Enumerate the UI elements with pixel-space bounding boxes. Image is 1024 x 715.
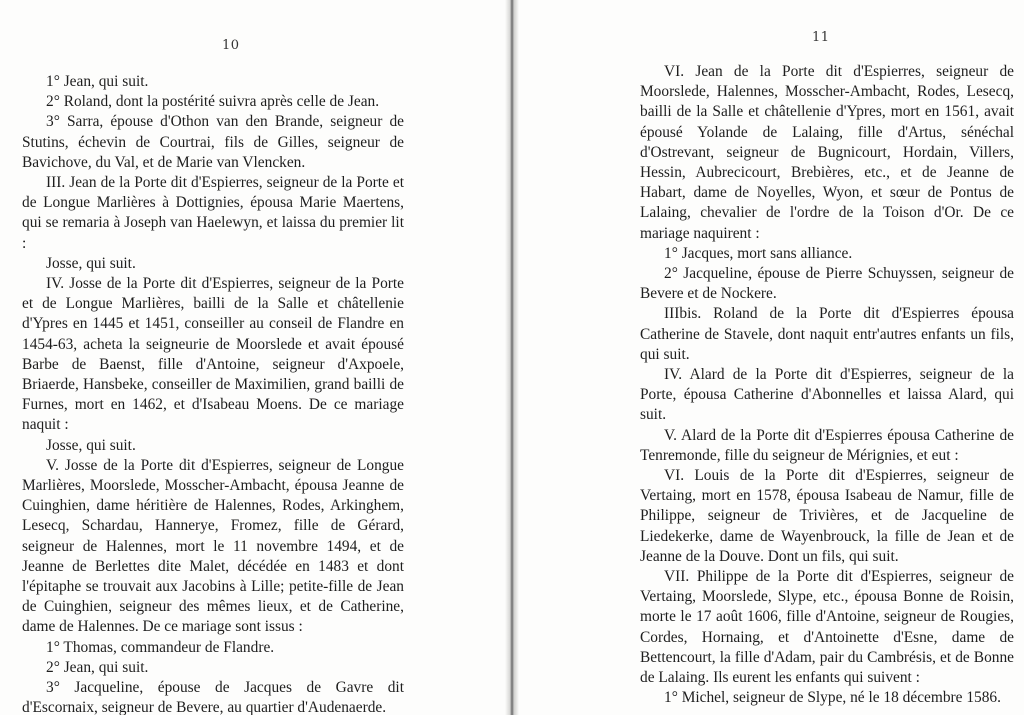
text-line: IV. Josse de la Porte dit d'Espierres, seigneur de la Porte et de Longue Marlières, bailli de la Salle et châtellenie d'Ypres en 1445 et 1451, conseiller au conseil de Flandre en 1454-63, acheta la seigneurie de Moorslede et avait épousé Barbe de Baenst, fille d'Antoine, seigneur d'Axpoele, Briaerde, Hansbeke, conseiller de Maximilien, grand bailli de Furnes, mort en 1462, et d'Isabeau Moens. De ce mariage naquit : (22, 275, 404, 434)
left-page-text (22, 72, 404, 715)
text-line: IIIbis. Roland de la Porte dit d'Espierres épousa Catherine de Stavele, dont naquit entr'autres enfants un fils, qui suit. (640, 305, 1014, 363)
right-page (512, 0, 1024, 715)
text-line: VI. Jean de la Porte dit d'Espierres, seigneur de Moorslede, Halennes, Mosscher-Ambacht, Rodes, Lesecq, bailli de la Salle et châtellenie d'Ypres, mort en 1561, avait épousé Yolande de Lalaing, fille d'Artus, sénéchal d'Ostrevant, seigneur de Bugnicourt, Hordain, Villers, Hessin, Aubrecicourt, Brebières, etc., et de Jeanne de Habart, dame de Noyelles, Wyon, et sœur de Pontus de Lalaing, chevalier de l'ordre de la Toison d'Or. De ce mariage naquirent : (640, 63, 1014, 242)
text-line: 3° Jacqueline, épouse de Jacques de Gavre dit d'Escornaix, seigneur de Bevere, au quartier d'Audenaerde. (22, 679, 404, 715)
text-line: III. Jean de la Porte dit d'Espierres, seigneur de la Porte et de Longue Marlières à Dottignies, épousa Marie Maertens, qui se remaria à Joseph van Haelewyn, et laissa du premier lit : (22, 174, 404, 252)
text-line: 1° Thomas, commandeur de Flandre. (46, 638, 275, 656)
text-line: 1° Michel, seigneur de Slype, né le 18 décembre 1586. (664, 689, 1001, 707)
text-line: 2° Jacqueline, épouse de Pierre Schuyssen, seigneur de Bevere et de Nockere. (640, 265, 1014, 303)
book-gutter (505, 0, 519, 715)
text-line: V. Josse de la Porte dit d'Espierres, seigneur de Longue Marlières, Moorslede, Mosscher-Ambacht, épousa Jeanne de Cuinghien, dame héritière de Halennes, Rodes, Arkinghem, Lesecq, Schardau, Hannerye, Fromez, fille de Gérard, seigneur de Halennes, mort le 11 novembre 1494, et de Jeanne de Berlettes dite Malet, décédée en 1483 et dont l'épitaphe se trouvait aux Jacobins à Lille; petite-fille de Jean de Cuinghien, seigneur des mêmes lieux, et de Catherine, dame de Halennes. De ce mariage sont issus : (22, 456, 404, 636)
page-number-left: 10 (222, 38, 240, 53)
text-line: 1° Jacques, mort sans alliance. (664, 244, 853, 262)
text-line: 3° Sarra, épouse d'Othon van den Brande, seigneur de Stutins, échevin de Courtrai, fils de Gilles, seigneur de Bavichove, du Val, et de Marie van Vlencken. (22, 113, 404, 171)
text-line: Josse, qui suit. (46, 436, 136, 454)
page-number-right: 11 (812, 30, 830, 45)
text-line: VII. Philippe de la Porte dit d'Espierres, seigneur de Vertaing, Moorslede, Slype, etc., épousa Bonne de Roisin, morte le 17 août 1606, fille d'Antoine, seigneur de Rougies, Cordes, Hornaing, et d'Antoinette d'Esne, dame de Bettencourt, la fille d'Adam, pair du Cambrésis, et de Bonne de Lalaing. Ils eurent les enfants qui suivent : (640, 568, 1014, 687)
text-line: Josse, qui suit. (46, 254, 136, 272)
text-line: 1° Jean, qui suit. (46, 73, 149, 90)
text-line: IV. Alard de la Porte dit d'Espierres, seigneur de la Porte, épousa Catherine d'Abonnelles et laissa Alard, qui suit. (640, 366, 1014, 424)
text-line: 2° Jean, qui suit. (46, 658, 149, 676)
right-page-text (640, 62, 1014, 709)
text-line: 2° Roland, dont la postérité suivra après celle de Jean. (46, 93, 380, 111)
text-line: V. Alard de la Porte dit d'Espierres épousa Catherine de Tenremonde, fille du seigneur de Mérignies, et eut : (640, 426, 1014, 464)
text-line: VI. Louis de la Porte dit d'Espierres, seigneur de Vertaing, mort en 1578, épousa Isabeau de Namur, fille de Philippe, seigneur de Trivières, et de Jacqueline de Liedekerke, dame de Wayenbrouck, la fille de Jean et de Jeanne de la Douve. Dont un fils, qui suit. (640, 467, 1014, 565)
